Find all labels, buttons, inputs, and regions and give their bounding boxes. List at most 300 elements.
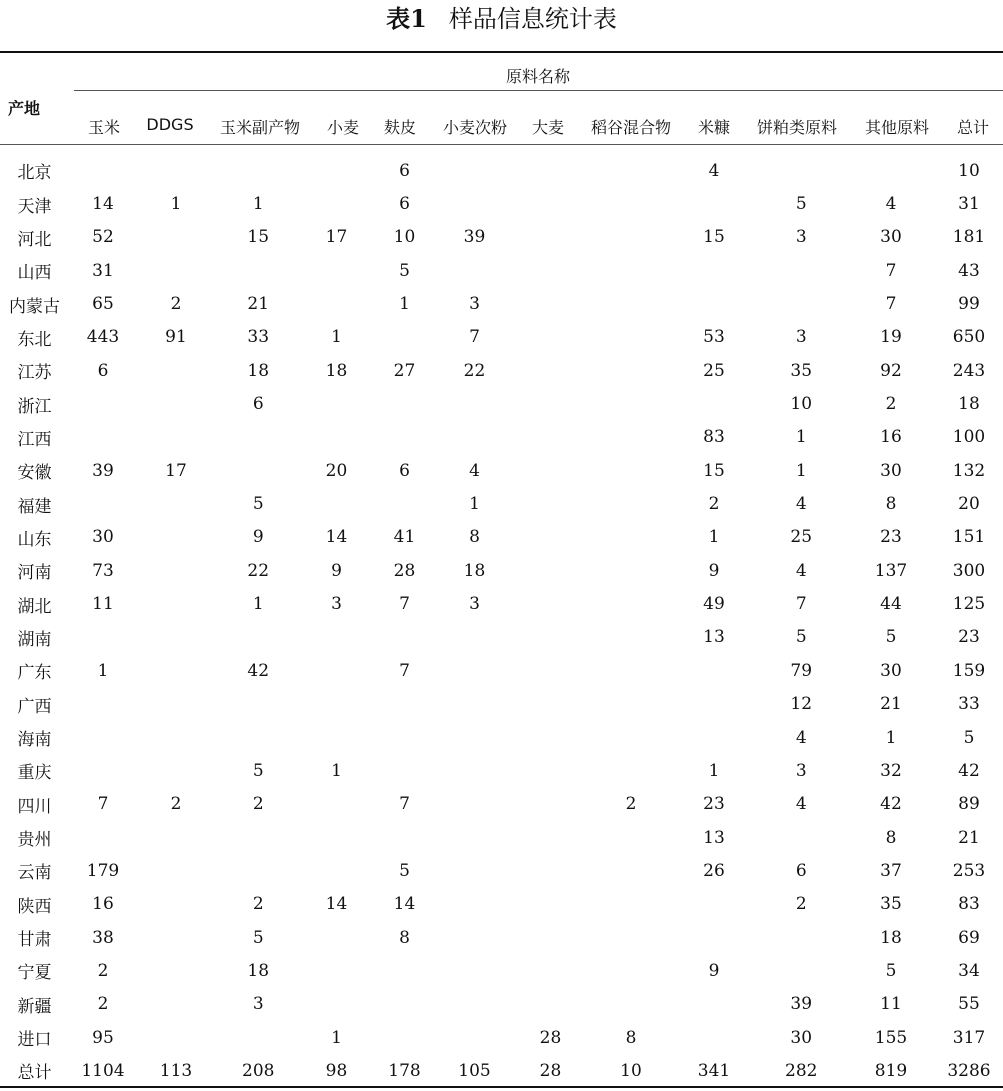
table-cell (512, 421, 590, 454)
region-cell: 北京 (17, 163, 52, 184)
table-cell (69, 721, 137, 754)
table-cell (512, 254, 590, 287)
table-cell: 132 (952, 460, 986, 481)
table-cell (512, 154, 590, 187)
table-cell: 3286 (947, 1060, 991, 1081)
table-cell: 12 (790, 694, 813, 715)
table-cell (438, 421, 512, 454)
table-cell: 44 (880, 594, 902, 615)
table-cell: 1 (469, 494, 480, 515)
table-cell: 5 (885, 627, 897, 648)
table-row (0, 688, 1003, 721)
table-cell (512, 888, 590, 921)
table-cell: 3 (795, 327, 807, 348)
table-cell: 8 (469, 527, 480, 548)
table-cell: 26 (703, 860, 725, 881)
table-cell: 4 (795, 560, 807, 581)
table-cell (590, 954, 673, 987)
table-cell (69, 821, 137, 854)
region-cell: 宁夏 (17, 963, 52, 984)
table-cell: 2 (97, 994, 109, 1015)
table-cell: 105 (458, 1060, 491, 1081)
table-cell: 5 (252, 927, 264, 948)
table-cell (512, 454, 590, 487)
table-cell: 42 (958, 760, 980, 781)
table-cell: 2 (170, 294, 182, 315)
table-cell: 41 (393, 527, 416, 548)
table-cell (302, 954, 372, 987)
table-row (0, 921, 1003, 954)
table-cell (302, 387, 372, 420)
table-cell (438, 821, 512, 854)
table-cell (590, 487, 673, 520)
table-cell: 1 (97, 660, 109, 681)
table-cell (137, 587, 215, 620)
table-cell (590, 921, 673, 954)
table-cell (215, 821, 302, 854)
table-cell: 11 (880, 994, 902, 1015)
table-cell: 10 (790, 394, 813, 415)
region-cell: 江西 (17, 429, 52, 450)
table-cell (590, 688, 673, 721)
region-cell: 山西 (17, 263, 52, 284)
table-cell: 14 (393, 894, 416, 915)
table-cell: 4 (708, 160, 720, 181)
table-cell: 25 (790, 527, 813, 548)
table-cell (69, 688, 137, 721)
table-cell (673, 254, 756, 287)
table-cell: 5 (399, 860, 410, 881)
table-cell (438, 187, 512, 220)
table-cell: 179 (86, 860, 120, 881)
table-cell: 6 (795, 860, 807, 881)
table-cell: 3 (469, 594, 480, 615)
table-cell: 10 (958, 160, 980, 181)
table-cell: 11 (92, 594, 114, 615)
table-row (0, 321, 1003, 354)
table-cell (590, 454, 673, 487)
table-cell: 2 (252, 894, 264, 915)
table-cell (137, 521, 215, 554)
table-cell (69, 154, 137, 187)
table-cell (137, 421, 215, 454)
table-cell: 6 (97, 360, 109, 381)
table-cell: 65 (92, 294, 114, 315)
table-cell: 1 (331, 327, 342, 348)
table-cell: 3 (331, 594, 342, 615)
table-row (0, 788, 1003, 821)
table-cell: 341 (697, 1060, 731, 1081)
table-cell: 1 (252, 194, 264, 215)
table-cell (673, 287, 756, 320)
column-header: 小麦次粉 (442, 118, 508, 137)
table-cell: 1 (708, 527, 720, 548)
table-cell (438, 154, 512, 187)
table-cell (756, 921, 848, 954)
table-row (0, 821, 1003, 854)
table-cell (590, 187, 673, 220)
table-cell (137, 921, 215, 954)
table-cell: 2 (252, 794, 264, 815)
table-cell (69, 487, 137, 520)
table-row (0, 154, 1003, 187)
table-cell: 5 (963, 727, 975, 748)
table-cell: 15 (247, 227, 270, 248)
table-cell: 7 (399, 794, 410, 815)
table-cell (512, 554, 590, 587)
table-cell (756, 287, 848, 320)
table-cell: 69 (958, 927, 980, 948)
table-cell (512, 754, 590, 787)
table-row (0, 721, 1003, 754)
region-cell: 河北 (17, 229, 52, 250)
table-cell (438, 1021, 512, 1054)
table-cell (215, 1021, 302, 1054)
table-cell: 18 (463, 560, 486, 581)
table-cell (215, 154, 302, 187)
table-cell (302, 988, 372, 1021)
table-cell (590, 721, 673, 754)
table-cell: 14 (92, 194, 114, 215)
table-cell: 99 (958, 294, 980, 315)
table-cell (302, 254, 372, 287)
table-cell: 243 (952, 360, 986, 381)
region-cell: 广东 (17, 663, 52, 684)
table-cell: 5 (885, 960, 897, 981)
table-cell: 13 (703, 627, 725, 648)
table-cell: 14 (325, 527, 348, 548)
table-cell (69, 387, 137, 420)
table-cell: 18 (247, 360, 270, 381)
table-cell (756, 254, 848, 287)
table-cell: 18 (958, 394, 980, 415)
region-cell: 内蒙古 (9, 296, 60, 317)
table-cell: 9 (331, 560, 342, 581)
table-cell: 6 (399, 460, 410, 481)
region-cell: 贵州 (17, 830, 52, 851)
table-cell (590, 354, 673, 387)
table-cell: 23 (958, 627, 980, 648)
table-cell: 6 (399, 160, 410, 181)
region-cell: 陕西 (17, 896, 52, 917)
table-cell: 28 (393, 560, 416, 581)
region-cell: 广西 (17, 696, 52, 717)
table-cell: 21 (247, 294, 270, 315)
table-cell (302, 154, 372, 187)
table-cell: 15 (703, 460, 725, 481)
table-cell (137, 854, 215, 887)
table-cell (137, 954, 215, 987)
table-cell: 100 (952, 427, 986, 448)
table-cell (137, 487, 215, 520)
table-cell (438, 754, 512, 787)
table-cell: 151 (952, 527, 986, 548)
table-cell: 79 (790, 660, 813, 681)
table-cell: 38 (92, 927, 114, 948)
table-cell (302, 421, 372, 454)
table-cell (512, 854, 590, 887)
table-cell (302, 688, 372, 721)
table-cell: 7 (885, 294, 897, 315)
table-cell (215, 254, 302, 287)
table-cell (215, 854, 302, 887)
table-cell: 3 (469, 294, 480, 315)
table-cell (590, 421, 673, 454)
table-cell (302, 621, 372, 654)
table-cell: 21 (958, 827, 980, 848)
table-cell: 31 (958, 194, 980, 215)
table-row (0, 754, 1003, 787)
table-cell (438, 888, 512, 921)
region-cell: 重庆 (17, 763, 52, 784)
table-cell (372, 487, 438, 520)
table-cell (302, 487, 372, 520)
table-cell (137, 387, 215, 420)
table-cell: 28 (539, 1027, 562, 1048)
table-cell: 7 (885, 260, 897, 281)
table-cell (512, 387, 590, 420)
table-row (0, 487, 1003, 520)
table-cell (673, 688, 756, 721)
table-cell (438, 254, 512, 287)
table-cell: 253 (952, 860, 986, 881)
table-cell (590, 521, 673, 554)
table-cell: 39 (790, 994, 813, 1015)
table-cell (372, 821, 438, 854)
table-caption (0, 0, 1003, 38)
table-cell (69, 754, 137, 787)
table-cell: 16 (880, 427, 902, 448)
table-cell (137, 888, 215, 921)
table-cell (137, 1021, 215, 1054)
table-cell: 300 (952, 560, 986, 581)
table-cell: 18 (325, 360, 348, 381)
table-cell (372, 321, 438, 354)
table-cell: 73 (92, 560, 114, 581)
table-cell: 9 (708, 960, 720, 981)
table-cell (512, 954, 590, 987)
table-row (0, 554, 1003, 587)
table-cell: 178 (388, 1060, 421, 1081)
data-table (0, 154, 1003, 1088)
region-cell: 天津 (17, 196, 52, 217)
region-cell: 总计 (17, 1063, 52, 1084)
table-cell (673, 654, 756, 687)
table-cell: 6 (252, 394, 264, 415)
table-cell: 8 (625, 1027, 637, 1048)
table-cell: 9 (252, 527, 264, 548)
table-cell (438, 387, 512, 420)
table-cell: 137 (874, 560, 908, 581)
table-cell (69, 621, 137, 654)
table-cell: 3 (795, 760, 807, 781)
table-cell (590, 554, 673, 587)
table-cell: 443 (86, 327, 120, 348)
table-cell (590, 387, 673, 420)
column-header: 总计 (956, 118, 990, 137)
table-cell (69, 421, 137, 454)
table-cell: 2 (795, 894, 807, 915)
table-cell (215, 421, 302, 454)
table-cell (673, 988, 756, 1021)
table-cell (512, 688, 590, 721)
table-cell: 14 (325, 894, 348, 915)
table-cell: 5 (252, 760, 264, 781)
table-cell (438, 654, 512, 687)
table-cell (137, 154, 215, 187)
table-cell: 30 (880, 460, 902, 481)
table-cell (590, 988, 673, 1021)
table-cell (372, 954, 438, 987)
table-cell: 89 (958, 794, 980, 815)
table-cell: 4 (795, 794, 807, 815)
table-cell: 7 (469, 327, 480, 348)
table-cell (438, 721, 512, 754)
region-cell: 福建 (17, 496, 52, 517)
table-cell: 30 (790, 1027, 813, 1048)
table-cell: 5 (795, 194, 807, 215)
table-cell (137, 988, 215, 1021)
table-cell: 8 (885, 827, 897, 848)
table-cell (372, 387, 438, 420)
table-cell (512, 354, 590, 387)
table-row (0, 287, 1003, 320)
region-cell: 进口 (17, 1030, 52, 1051)
table-cell: 4 (469, 460, 480, 481)
table-cell (438, 688, 512, 721)
table-cell (137, 821, 215, 854)
table-cell (756, 154, 848, 187)
table-cell: 92 (880, 360, 902, 381)
table-cell (438, 921, 512, 954)
table-cell (590, 888, 673, 921)
table-cell: 1 (708, 760, 720, 781)
table-cell (512, 487, 590, 520)
table-cell: 22 (247, 560, 270, 581)
table-cell: 35 (880, 894, 902, 915)
table-cell (590, 254, 673, 287)
table-cell: 650 (952, 327, 986, 348)
table-cell: 159 (952, 660, 986, 681)
table-cell (215, 621, 302, 654)
table-cell: 23 (880, 527, 902, 548)
table-cell: 1 (331, 1027, 342, 1048)
table-cell (512, 621, 590, 654)
table-cell: 30 (880, 227, 902, 248)
table-cell (302, 854, 372, 887)
table-cell: 18 (880, 927, 902, 948)
table-cell (512, 921, 590, 954)
table-cell (673, 387, 756, 420)
table-cell: 7 (399, 594, 410, 615)
table-cell: 35 (790, 360, 813, 381)
table-cell (590, 287, 673, 320)
table-row (0, 1021, 1003, 1054)
table-cell: 20 (958, 494, 980, 515)
table-cell (512, 988, 590, 1021)
column-header: 饼粕类原料 (756, 118, 838, 137)
table-cell: 20 (325, 460, 348, 481)
table-cell (438, 854, 512, 887)
table-cell: 39 (463, 227, 486, 248)
table-cell: 125 (952, 594, 986, 615)
table-cell: 3 (252, 994, 264, 1015)
table-cell (215, 721, 302, 754)
table-cell (512, 587, 590, 620)
table-cell: 18 (247, 960, 270, 981)
table-cell: 2 (170, 794, 182, 815)
table-cell (372, 688, 438, 721)
table-cell (512, 721, 590, 754)
table-cell: 6 (399, 194, 410, 215)
table-cell (372, 754, 438, 787)
table-cell (438, 954, 512, 987)
table-cell: 30 (880, 660, 902, 681)
column-header: 大麦 (531, 118, 565, 137)
table-row (0, 421, 1003, 454)
table-cell: 2 (885, 394, 897, 415)
total-row (0, 1054, 1003, 1087)
table-cell (590, 854, 673, 887)
table-cell (512, 521, 590, 554)
table-cell (590, 221, 673, 254)
table-body (0, 154, 1003, 1088)
table-cell: 55 (958, 994, 980, 1015)
table-cell (590, 754, 673, 787)
table-cell: 31 (92, 260, 114, 281)
table-row (0, 387, 1003, 420)
table-cell: 5 (795, 627, 807, 648)
table-cell: 1 (331, 760, 342, 781)
table-cell: 98 (325, 1060, 348, 1081)
table-cell: 8 (885, 494, 897, 515)
top-rule (0, 51, 1003, 53)
column-header: 小麦 (326, 118, 360, 137)
table-cell (512, 221, 590, 254)
table-cell: 5 (252, 494, 264, 515)
table-row (0, 854, 1003, 887)
table-cell (438, 621, 512, 654)
table-cell: 37 (880, 860, 902, 881)
table-cell: 25 (703, 360, 725, 381)
table-cell: 43 (958, 260, 980, 281)
table-cell (512, 821, 590, 854)
column-header: 米糠 (697, 118, 731, 137)
table-cell (137, 721, 215, 754)
table-cell: 181 (952, 227, 986, 248)
bottom-rule (0, 1086, 1003, 1088)
table-cell: 113 (159, 1060, 193, 1081)
table-row (0, 354, 1003, 387)
table-cell (302, 287, 372, 320)
table-cell (302, 821, 372, 854)
table-row (0, 621, 1003, 654)
table-cell: 3 (795, 227, 807, 248)
table-title: 样品信息统计表 (448, 5, 617, 33)
table-cell: 1104 (81, 1060, 125, 1081)
table-cell: 15 (703, 227, 725, 248)
table-cell: 9 (708, 560, 720, 581)
table-cell (137, 554, 215, 587)
table-cell: 4 (885, 194, 897, 215)
column-header: 麸皮 (383, 118, 417, 137)
table-cell (302, 921, 372, 954)
region-cell: 四川 (17, 796, 52, 817)
table-cell (590, 154, 673, 187)
table-cell: 83 (703, 427, 725, 448)
column-header: 其他原料 (864, 118, 930, 137)
table-cell (137, 754, 215, 787)
